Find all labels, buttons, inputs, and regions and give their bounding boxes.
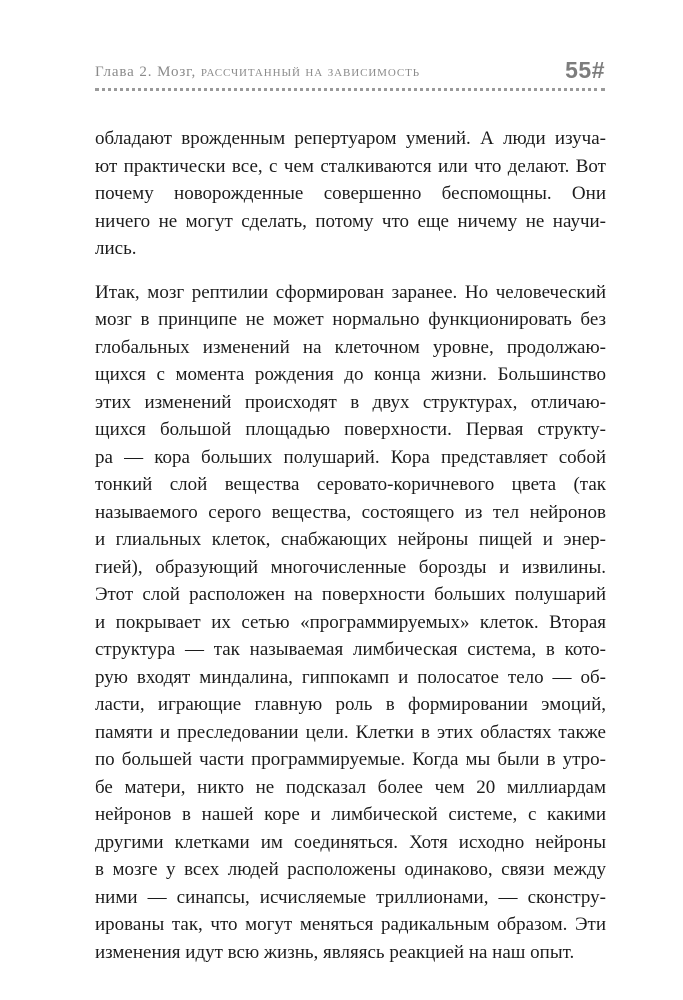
- text-line: бе матери, никто не подсказал более чем 20 миллиардам: [95, 776, 606, 798]
- text-line: другими клетками им соединяться. Хотя исходно нейроны: [95, 831, 606, 853]
- chapter-label: Глава 2. Мозг,: [95, 64, 197, 80]
- text-line: ированы так, что могут меняться радикальным образом. Эти: [95, 914, 606, 935]
- text-line: Итак, мозг рептилии сформирован заранее. Но человеческий: [95, 281, 606, 303]
- paragraph: [95, 279, 606, 967]
- text-line: в мозге у всех людей расположены одинаково, связи между: [95, 859, 606, 880]
- text-line: нейронов в нашей коре и лимбической системе, с какими: [95, 804, 606, 825]
- text-line: памяти и преследовании цели. Клетки в этих областях также: [95, 721, 606, 743]
- text-line: лись.: [95, 238, 137, 259]
- text-line: мозг в принципе не может нормально функционировать без: [95, 309, 606, 330]
- text-line: и глиальных клеток, снабжающих нейроны пищей и энер-: [95, 529, 606, 550]
- text-line: этих изменений происходят в двух структурах, отличаю-: [95, 391, 606, 413]
- text-line: ра — кора больших полушарий. Кора представляет собой: [95, 446, 606, 468]
- paragraph: [95, 125, 606, 263]
- text-line: тонкий слой вещества серовато-коричневого цвета (так: [95, 474, 606, 495]
- text-line: называемого серого вещества, состоящего из тел нейронов: [95, 501, 606, 523]
- text-line: щихся с момента рождения до конца жизни. Большинство: [95, 364, 606, 385]
- page-number: 55#: [565, 57, 605, 83]
- text-line: рую входят миндалина, гиппокамп и полосатое тело — об-: [95, 666, 606, 688]
- header-divider: [95, 88, 605, 91]
- text-line: ничего не могут сделать, потому что еще ничему не научи-: [95, 210, 606, 232]
- text-line: ласти, играющие главную роль в формировании эмоций,: [95, 694, 606, 715]
- text-line: структура — так называемая лимбическая система, в кото-: [95, 639, 606, 660]
- text-line: щихся большой площадью поверхности. Первая структу-: [95, 419, 606, 440]
- text-line: изменения идут всю жизнь, являясь реакцией на наш опыт.: [95, 941, 575, 963]
- text-line: ними — синапсы, исчисляемые триллионами, — сконстру-: [95, 886, 606, 908]
- text-line: почему новорожденные совершенно беспомощны. Они: [95, 183, 606, 204]
- body-text: [95, 125, 606, 982]
- text-line: и покрывает их сетью «программируемых» клеток. Вторая: [95, 611, 606, 633]
- text-line: по большей части программируемые. Когда мы были в утро-: [95, 749, 606, 770]
- text-line: Этот слой расположен на поверхности больших полушарий: [95, 584, 606, 605]
- chapter-title: [95, 64, 420, 81]
- text-line: обладают врожденным репертуаром умений. А люди изуча-: [95, 128, 606, 149]
- chapter-subtitle: рассчитанный на зависимость: [200, 64, 420, 80]
- text-line: ют практически все, с чем сталкиваются или что делают. Вот: [95, 155, 606, 177]
- text-line: гией), образующий многочисленные борозды и извилины.: [95, 556, 606, 578]
- text-line: глобальных изменений на клеточном уровне, продолжаю-: [95, 336, 606, 358]
